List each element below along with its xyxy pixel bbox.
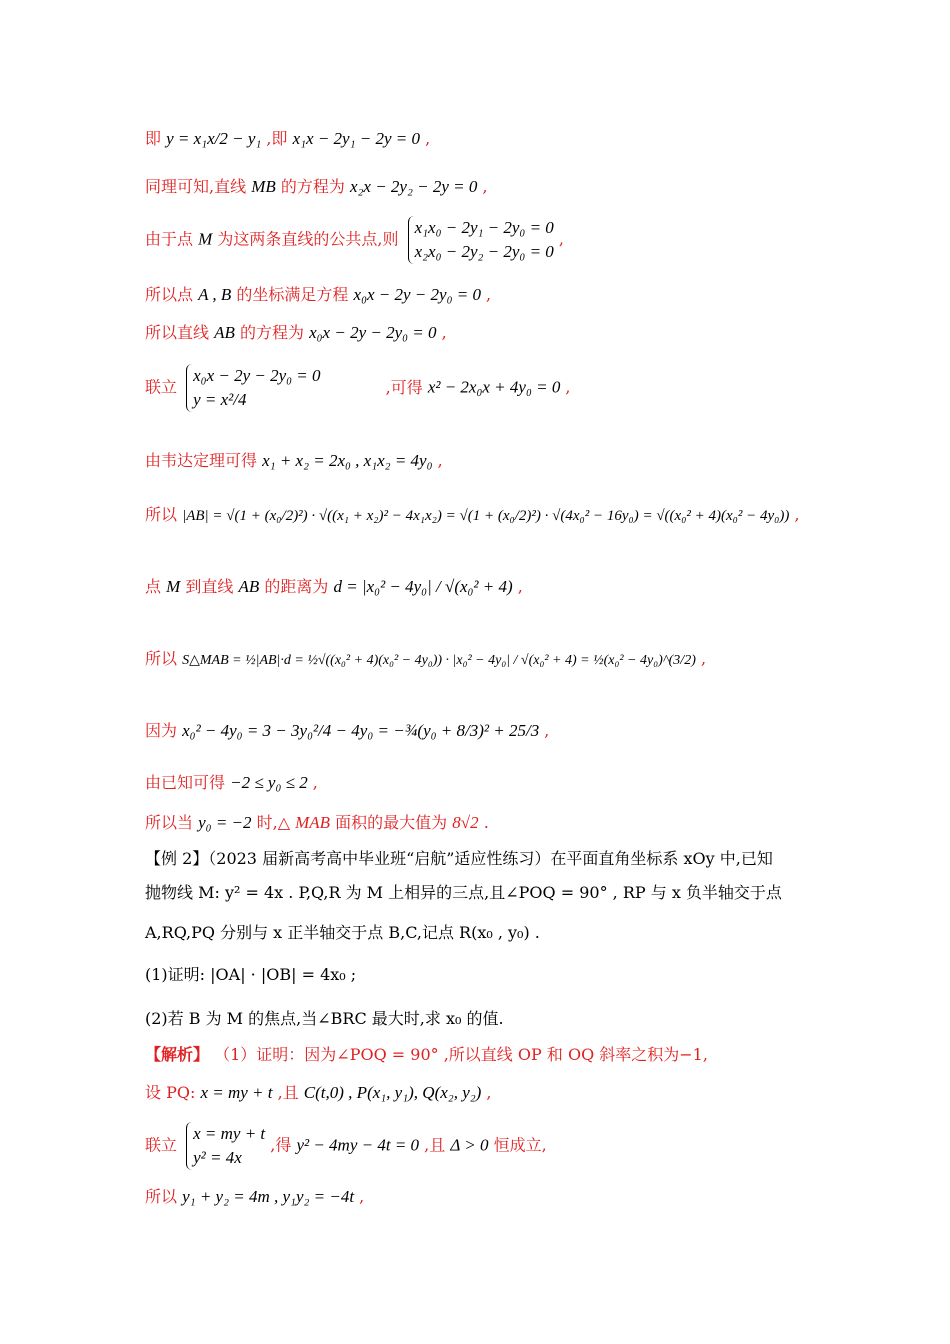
equation: y = x²/4: [193, 390, 247, 409]
math: x₂x − 2y₂ − 2y = 0: [349, 177, 478, 196]
math: |AB| = √(1 + (x₀/2)²) · √((x₁ + x₂)² − 4x₁x₂) = √(1 + (x₀/2)²) · √(4x₀² − 16y₀) = √((x₀² + 4)(x₀² − 4y₀)): [182, 508, 790, 524]
text: 所以直线: [145, 323, 210, 342]
text: 的坐标满足方程: [236, 285, 349, 304]
punct: ,: [312, 773, 318, 792]
text: 时,△: [256, 813, 291, 832]
math: y₀ = −2: [198, 813, 252, 832]
solution-line-4: [145, 284, 491, 306]
text: 的方程为: [280, 177, 345, 196]
text: 同理可知,直线: [145, 177, 247, 196]
math: d = |x₀² − 4y₀| / √(x₀² + 4): [333, 577, 513, 596]
solution-tag: 【解析】: [145, 1045, 210, 1064]
solution-line-7: [145, 450, 443, 472]
math: x₀x − 2y − 2y₀ = 0: [353, 285, 481, 304]
text: （1）证明：因为∠POQ = 90° ,所以直线 OP 和 OQ 斜率之积为−1,: [214, 1045, 708, 1064]
punct: ,: [425, 129, 431, 148]
text: 即: [145, 129, 162, 148]
punct: ,: [359, 1187, 365, 1206]
solution-line-8: [145, 504, 800, 527]
math: x₀x − 2y − 2y₀ = 0: [309, 323, 437, 342]
math: AB: [214, 323, 235, 342]
equation: x₀x − 2y − 2y₀ = 0: [193, 366, 321, 385]
solution2-line-3: [145, 1122, 547, 1170]
solution-line-13: [145, 812, 489, 834]
math: y = x₁x/2 − y₁: [166, 129, 262, 148]
equation-system: [186, 364, 320, 412]
text: 恒成立,: [493, 1135, 547, 1155]
punct: ,: [482, 177, 488, 196]
text: 由已知可得: [145, 773, 226, 792]
equation: x₂x₀ − 2y₂ − 2y₀ = 0: [414, 242, 554, 261]
text: ,即: [266, 129, 288, 148]
math: S△MAB = ½|AB|·d = ½√((x₀² + 4)(x₀² − 4y₀)) · |x₀² − 4y₀| / √(x₀² + 4) = ½(x₀² − 4y₀)^(3/2): [182, 653, 696, 668]
solution-line-12: [145, 772, 318, 794]
text: 为这两条直线的公共点,则: [217, 229, 399, 249]
solution2-line-4: [145, 1186, 364, 1208]
text: 面积的最大值为: [335, 813, 448, 832]
text: 所以点: [145, 285, 194, 304]
math: M: [166, 577, 181, 596]
solution-line-2: [145, 176, 488, 198]
text: 点: [145, 577, 162, 596]
example-line-4: (1)证明: |OA| · |OB| = 4x₀ ;: [145, 965, 357, 984]
equation-system: [408, 216, 554, 264]
math: y₁ + y₂ = 4m , y₁y₂ = −4t: [182, 1187, 355, 1206]
math: Δ > 0: [450, 1135, 489, 1155]
equation: y² = 4x: [193, 1148, 242, 1167]
punct: .: [483, 813, 489, 832]
math: x₁x − 2y₁ − 2y = 0: [292, 129, 420, 148]
solution-line-3: [145, 216, 564, 264]
equation: x = my + t: [193, 1124, 266, 1143]
text: 到直线: [185, 577, 234, 596]
math: A , B: [198, 285, 232, 304]
punct: ,: [558, 229, 564, 249]
math: MB: [251, 177, 276, 196]
math: MAB: [295, 813, 331, 832]
punct: ,: [544, 721, 550, 740]
solution-line-11: [145, 720, 549, 742]
math: x² − 2x₀x + 4y₀ = 0: [427, 377, 561, 397]
text: 所以: [145, 649, 178, 668]
text: ,且: [277, 1083, 299, 1102]
text: 所以当: [145, 813, 194, 832]
math: C(t,0) , P(x₁, y₁), Q(x₂, y₂): [303, 1083, 482, 1102]
solution2-line-2: [145, 1082, 492, 1104]
punct: ,: [441, 323, 447, 342]
example-line-2: 抛物线 M: y² = 4x . P,Q,R 为 M 上相异的三点,且∠POQ = 90° , RP 与 x 负半轴交于点: [145, 883, 782, 902]
equation-system: [186, 1122, 265, 1170]
solution-line-6: [145, 364, 571, 412]
text: 设 PQ:: [145, 1083, 196, 1102]
solution-line-5: [145, 322, 447, 344]
text: ,可得: [385, 377, 423, 397]
punct: ,: [437, 451, 443, 470]
text: 所以: [145, 505, 178, 524]
solution-line-10: [145, 648, 706, 672]
text: ,得: [270, 1135, 292, 1155]
punct: ,: [794, 505, 800, 524]
punct: ,: [565, 377, 571, 397]
math: x = my + t: [200, 1083, 273, 1102]
equation: x₁x₀ − 2y₁ − 2y₀ = 0: [414, 218, 554, 237]
punct: ,: [517, 577, 523, 596]
text: 由于点: [145, 229, 194, 249]
punct: ,: [486, 285, 492, 304]
example-line-5: (2)若 B 为 M 的焦点,当∠BRC 最大时,求 x₀ 的值.: [145, 1009, 504, 1028]
text: ,且: [424, 1135, 446, 1155]
punct: ,: [486, 1083, 492, 1102]
math: 8√2: [452, 813, 479, 832]
math: AB: [238, 577, 260, 596]
solution-line-9: [145, 576, 523, 598]
math: M: [198, 229, 213, 249]
text: 联立: [145, 377, 178, 397]
text: 的方程为: [239, 323, 304, 342]
math: x₁ + x₂ = 2x₀ , x₁x₂ = 4y₀: [262, 451, 433, 470]
example-line-3: A,RQ,PQ 分别与 x 正半轴交于点 B,C,记点 R(x₀ , y₀) .: [145, 923, 540, 942]
math: y² − 4my − 4t = 0: [296, 1135, 420, 1155]
math: −2 ≤ y₀ ≤ 2: [230, 773, 308, 792]
text: 所以: [145, 1187, 178, 1206]
text: 因为: [145, 721, 178, 740]
solution2-line-1: [145, 1044, 708, 1066]
text: 联立: [145, 1135, 178, 1155]
solution-line-1: [145, 128, 430, 150]
text: 由韦达定理可得: [145, 451, 258, 470]
math: x₀² − 4y₀ = 3 − 3y₀²/4 − 4y₀ = −¾(y₀ + 8/3)² + 25/3: [182, 721, 540, 740]
punct: ,: [700, 649, 707, 668]
example-line-1: 【例 2】（2023 届新高考高中毕业班“启航”适应性练习）在平面直角坐标系 xOy 中,已知: [145, 849, 773, 868]
text: 的距离为: [264, 577, 329, 596]
